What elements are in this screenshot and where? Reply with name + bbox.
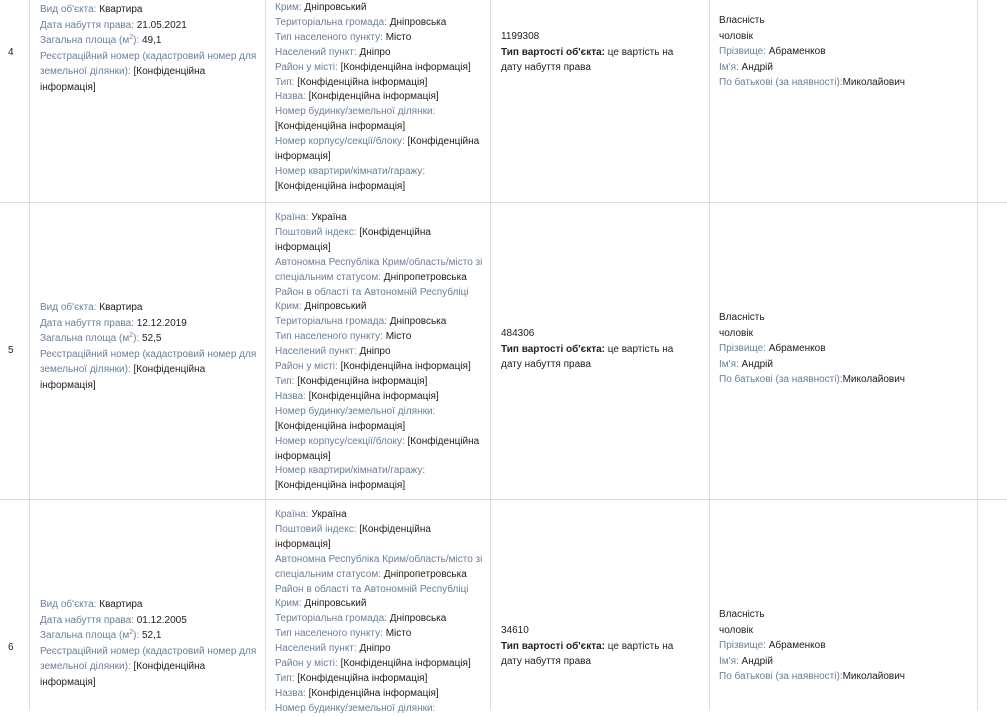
object-info-cell: Вид об'єкта: Квартира Дата набуття права: 01.12.2005 Загальна площа $(м^2)$: 52,1 Реєстраційний номер (кадастровий номер для земельної ділянки): [Конфіденційна інформація]	[40, 599, 257, 688]
ownership-type: Власність	[719, 15, 765, 26]
acquisition-date-label: Дата набуття права:	[40, 19, 134, 31]
owner-cell: Власність чоловік Прізвище: Абраменков Ім'я: Андрій По батькові (за наявності):Миколайович	[719, 312, 905, 386]
object-value: 1199308	[501, 31, 540, 42]
value-type-label: Тип вартості об'єкта:	[501, 46, 605, 58]
row-divider	[0, 202, 1007, 203]
row-number: 4	[8, 47, 14, 58]
owner-surname: Абраменков	[768, 46, 826, 58]
row-number: 5	[8, 345, 14, 356]
cadastral-label: Реєстраційний номер (кадастровий номер для земельної ділянки):	[40, 50, 257, 78]
address-cell: Країна: Україна Поштовий індекс: [Конфіденційна інформація] Автономна Республіка Крим/область/місто зі спеціальним статусом: Дніпропетровська Район в області та Автономній Республіці Крим: Дніпровський Територіальна громада: Дніпровська Тип населеного пункту: Місто Населений пункт: Дніпро Район у місті: [Конфіденційна інформація] Тип: [Конфіденційна інформація] Назва: [Конфіденційна інформація] Номер будинку/земельної ділянки:	[275, 509, 483, 714]
address-cell: Крим: Дніпровський Територіальна громада: Дніпровська Тип населеного пункту: Місто Населений пункт: Дніпро Район у місті: [Конфіденційна інформація] Тип: [Конфіденційна інформація] Назва: [Конфіденційна інформація] Номер будинку/земельної ділянки: [Конфіденційна інформація] Номер корпусу/секції/блоку: [Конфіденційна інформація] Номер квартири/кімнати/гаражу: [Конфіденційна інформація]	[275, 2, 480, 192]
owner-cell: Власність чоловік Прізвище: Абраменков Ім'я: Андрій По батькові (за наявності):Миколайович	[719, 13, 969, 91]
value-cell: 484306 Тип вартості об'єкта: це вартість на дату набуття права	[501, 328, 674, 371]
area-value: 49,1	[142, 35, 162, 47]
column-divider	[490, 0, 491, 710]
owner-role: чоловік	[719, 30, 753, 42]
value-cell: 34610 Тип вартості об'єкта: це вартість на дату набуття права	[501, 625, 674, 668]
object-info-cell: Вид об'єкта: Квартира Дата набуття права: 12.12.2019 Загальна площа $(м^2)$: 52,5 Реєстраційний номер (кадастровий номер для земельної ділянки): [Конфіденційна інформація]	[40, 302, 257, 391]
district-tail-label: Крим:	[275, 2, 302, 13]
owner-firstname: Андрій	[741, 61, 773, 73]
owner-cell: Власність чоловік Прізвище: Абраменков Ім'я: Андрій По батькові (за наявності):Миколайович	[719, 609, 905, 683]
object-type-label: Вид об'єкта:	[40, 4, 97, 15]
cadastral-value: [Конфіденційна інформація]	[40, 66, 206, 93]
address-cell: Країна: Україна Поштовий індекс: [Конфіденційна інформація] Автономна Республіка Крим/область/місто зі спеціальним статусом: Дніпропетровська Район в області та Автономній Республіці Крим: Дніпровський Територіальна громада: Дніпровська Тип населеного пункту: Місто Населений пункт: Дніпро Район у місті: [Конфіденційна інформація] Тип: [Конфіденційна інформація] Назва: [Конфіденційна інформація] Номер будинку/земельної ділянки: [Конфіденційна інформація] Номер корпусу/секції/блоку: [Конфіденційна інформація] Номер квартири/кімнати/гаражу: [Конфіденційна інформація]	[275, 212, 483, 492]
column-divider	[29, 0, 30, 710]
owner-patronymic: Миколайович	[842, 77, 905, 89]
area-label: Загальна площа $(м^2)$:	[40, 34, 140, 47]
object-type-value: Квартира	[99, 4, 143, 15]
value-type-value: це вартість на дату набуття права	[501, 46, 674, 74]
value-cell	[501, 29, 681, 76]
column-divider	[977, 0, 978, 710]
column-divider	[265, 0, 266, 710]
acquisition-date-value: 21.05.2021	[136, 19, 187, 31]
row-number: 6	[8, 642, 14, 653]
row-divider	[0, 499, 1007, 500]
column-divider	[709, 0, 710, 710]
object-info-cell	[40, 2, 258, 96]
